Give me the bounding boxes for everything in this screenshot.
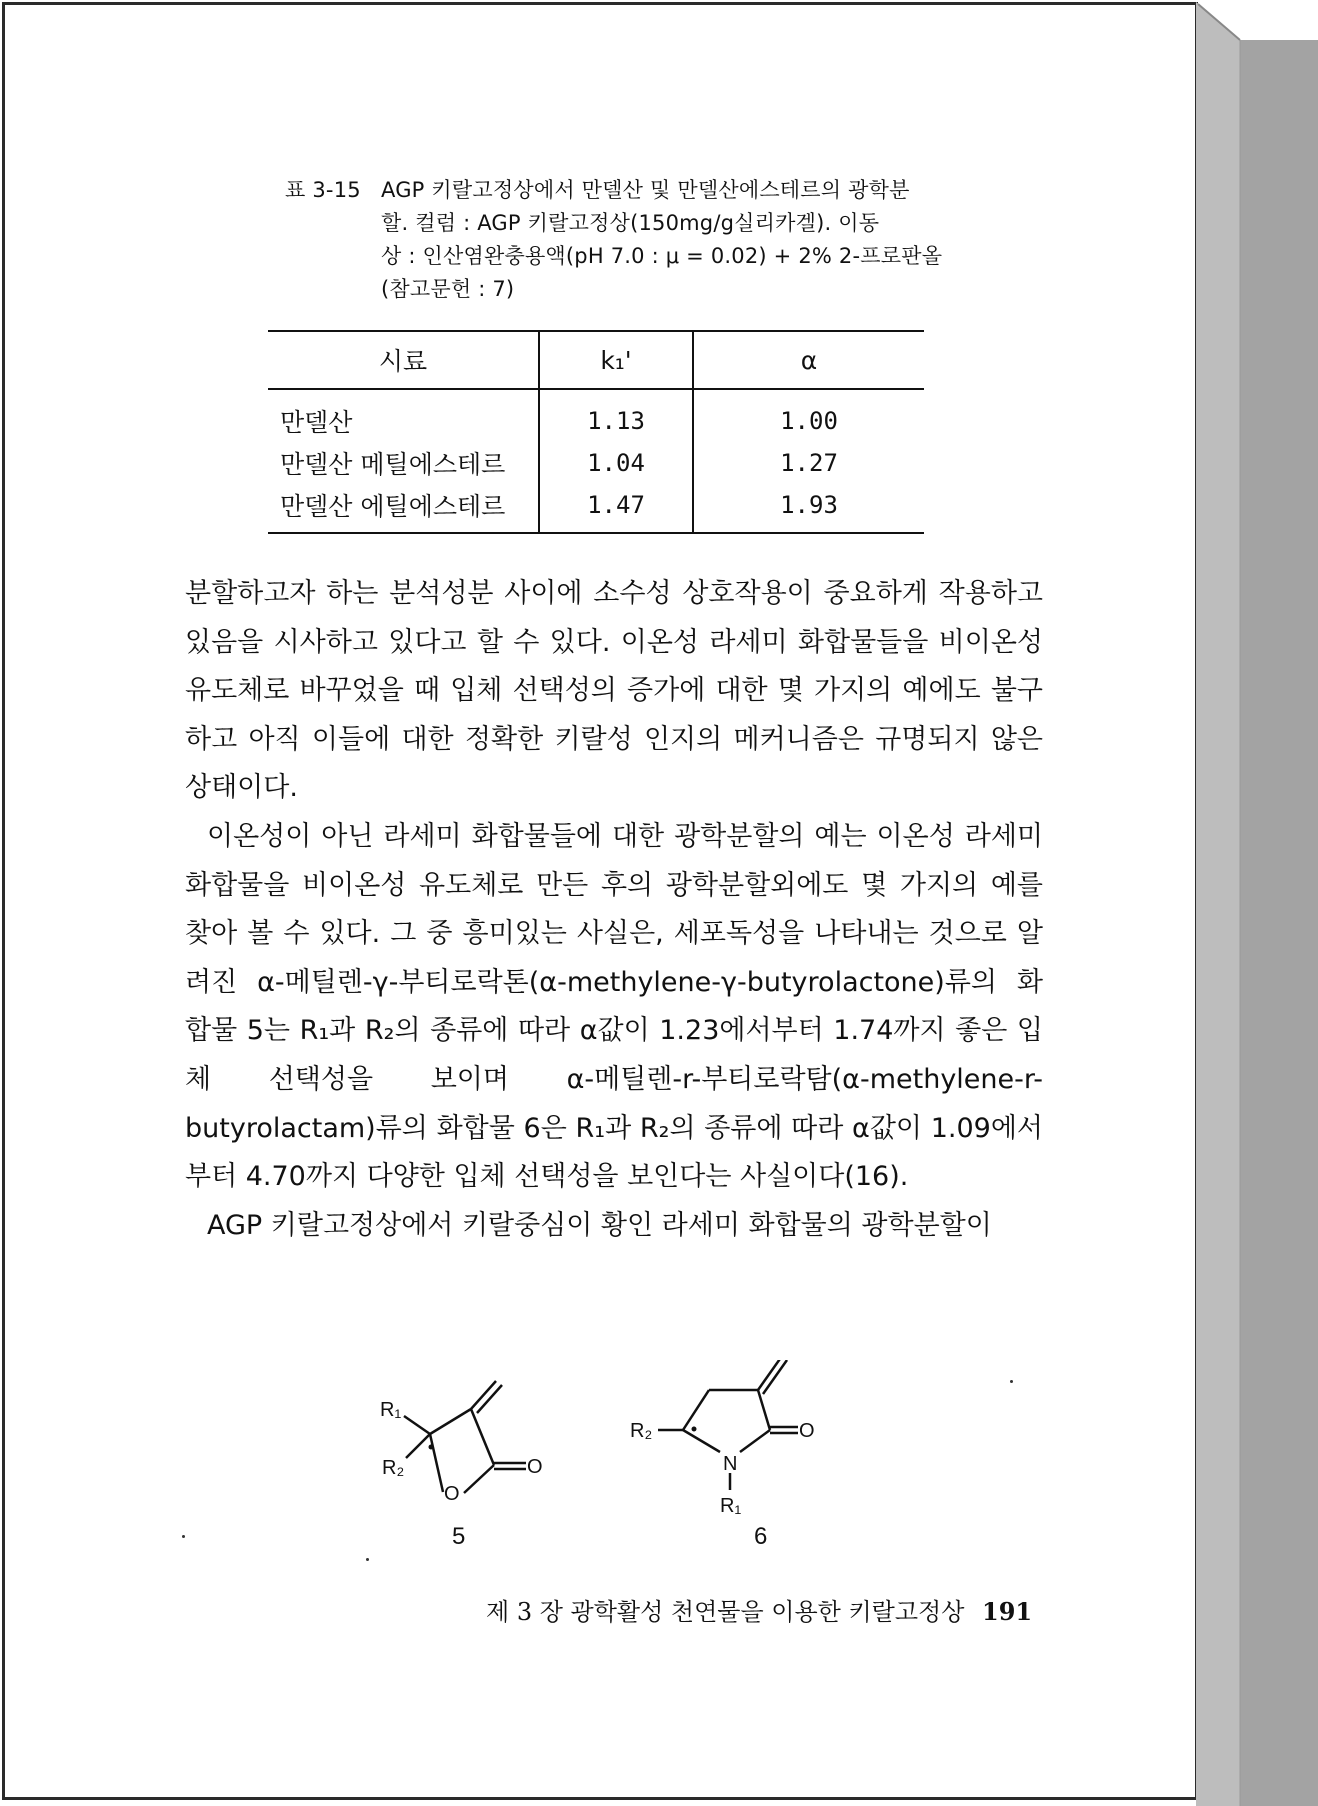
paragraph-2: 이온성이 아닌 라세미 화합물들에 대한 광학분할의 예는 이온성 라세미 화합물을 비이온성 유도체로 만든 후의 광학분할외에도 몇 가지의 예를 찾아 볼 수 있다. 그 중 흥미있는 사실은, 세포독성을 나타내는 것으로 알려진 α-메틸렌-γ-부티로락톤(α-methylene-γ-butyrolactone)류의 화합물 5는 R₁과 R₂의 종류에 따라 α값이 1.23에서부터 1.74까지 좋은 입체 선택성을 보이며 α-메틸렌-r-부티로락탐(α-methylene-r-butyrolactam)류의 화합물 6은 R₁과 R₂의 종류에 따라 α값이 1.09에서부터 4.70까지 다양한 입체 선택성을 보인다는 사실이다(16).	[185, 820, 1043, 1193]
table-row	[268, 389, 924, 442]
bond	[404, 1416, 430, 1434]
bond	[683, 1390, 709, 1430]
compound-5-r2: R₂	[382, 1457, 405, 1479]
compound-5-structure	[404, 1381, 526, 1493]
compound-6-number: 6	[754, 1523, 768, 1550]
scan-speck	[366, 1558, 369, 1561]
footer-chapter-title: 광학활성 천연물을 이용한 키랄고정상	[570, 1598, 965, 1626]
cell-alpha: 1.93	[693, 484, 924, 533]
cell-sample: 만델산 에틸에스테르	[268, 484, 539, 533]
bond	[471, 1409, 494, 1465]
footer-chapter: 제 3 장	[486, 1598, 563, 1626]
compound-6-r1: R₁	[720, 1495, 742, 1517]
stereocenter-dot	[692, 1427, 697, 1432]
table-row	[268, 484, 924, 533]
chemical-structures	[330, 1360, 950, 1580]
page-footer	[486, 1592, 1032, 1627]
table-caption	[285, 174, 943, 306]
cell-k1: 1.47	[539, 484, 693, 533]
bond	[430, 1409, 471, 1434]
scan-speck	[182, 1535, 185, 1538]
table-header-row	[268, 331, 924, 389]
cell-sample: 만델산	[268, 389, 539, 442]
cell-k1: 1.13	[539, 389, 693, 442]
paragraph-3: AGP 키랄고정상에서 키랄중심이 황인 라세미 화합물의 광학분할이	[207, 1209, 992, 1241]
cell-alpha: 1.00	[780, 407, 838, 435]
compound-5-r1: R₁	[380, 1399, 402, 1421]
bond	[758, 1390, 770, 1430]
caption-line-4: (참고문헌 : 7)	[381, 277, 515, 301]
caption-line-2: 할. 컬럼 : AGP 키랄고정상(150mg/g실리카겔). 이동	[381, 211, 880, 235]
caption-line-3: 상 : 인산염완충용액(pH 7.0 : μ = 0.02) + 2% 2-프로판올	[381, 244, 943, 268]
data-table	[268, 330, 924, 534]
compound-6-carbonyl-oxygen: O	[799, 1420, 815, 1442]
table-row	[268, 442, 924, 484]
cell-k1: 1.04	[539, 442, 693, 484]
compound-6-r2: R₂	[630, 1420, 653, 1442]
body-text	[185, 570, 1043, 1250]
stereocenter-dot	[429, 1445, 434, 1450]
scan-speck	[1010, 1380, 1013, 1383]
compound-5-carbonyl-oxygen: O	[527, 1456, 543, 1478]
bond	[406, 1434, 430, 1458]
header-alpha: α	[693, 331, 924, 389]
paragraph-1: 분할하고자 하는 분석성분 사이에 소수성 상호작용이 중요하게 작용하고 있음을 시사하고 있다고 할 수 있다. 이온성 라세미 화합물들을 비이온성 유도체로 바꾸었을 때 입체 선택성의 증가에 대한 몇 가지의 예에도 불구하고 아직 이들에 대한 정확한 키랄성 인지의 메커니즘은 규명되지 않은 상태이다.	[185, 578, 1043, 804]
caption-line-1: AGP 키랄고정상에서 만델산 및 만델산에스테르의 광학분	[381, 178, 910, 202]
cell-sample: 만델산 메틸에스테르	[268, 442, 539, 484]
header-sample: 시료	[268, 331, 539, 389]
caption-label: 표 3-15	[285, 178, 361, 202]
compound-6-nitrogen: N	[723, 1453, 738, 1475]
cell-alpha: 1.27	[780, 449, 838, 477]
compound-5-number: 5	[452, 1523, 466, 1550]
bond	[430, 1434, 443, 1492]
bond	[464, 1465, 494, 1493]
header-k1: k₁'	[539, 331, 693, 389]
bond	[683, 1430, 720, 1452]
compound-5-ring-oxygen: O	[444, 1483, 460, 1505]
bond	[740, 1430, 770, 1452]
page-number: 191	[982, 1597, 1033, 1626]
